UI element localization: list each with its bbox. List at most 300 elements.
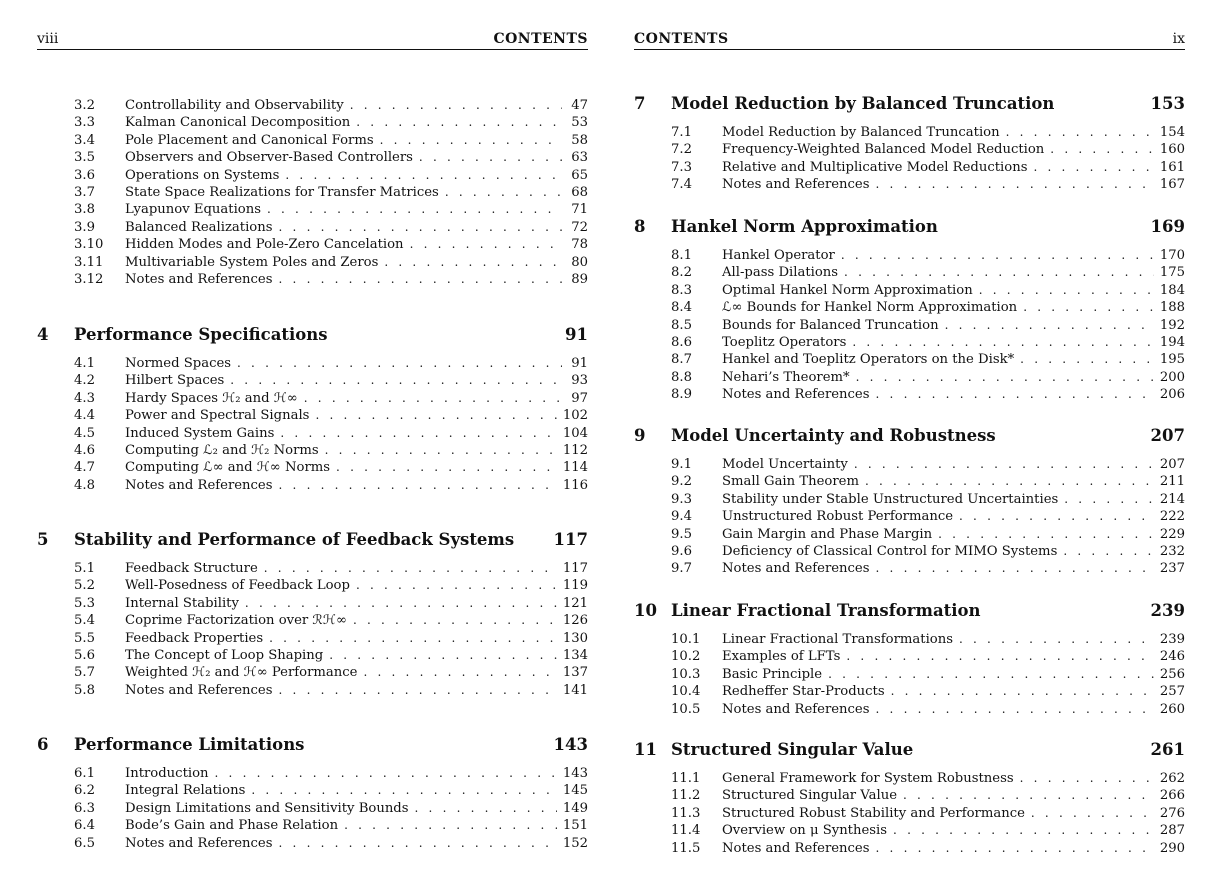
section-number: 7.2 [671,142,692,158]
section-number: 8.4 [671,300,692,316]
section-page: 232 [1159,543,1185,559]
toc-chapter [37,735,588,852]
section-number: 10.5 [671,701,701,717]
section-page: 207 [1159,457,1185,472]
section-page: 117 [562,561,588,576]
toc-section-entry [37,782,588,799]
toc-section-entry [37,765,588,782]
section-title: Operations on Systems [125,167,280,183]
section-page: 222 [1159,509,1185,525]
section-number: 5.5 [74,630,95,646]
section-page: 200 [1159,369,1185,385]
section-number: 5.3 [74,595,95,611]
section-page: 116 [562,477,588,493]
section-title: Hankel Operator [722,248,835,263]
dot-leader [251,782,556,799]
section-number: 3.9 [74,219,95,235]
section-page: 287 [1159,823,1185,839]
toc-chapter [37,530,588,699]
section-page: 63 [571,150,588,166]
section-title: Bode’s Gain and Phase Relation [125,818,339,834]
dot-leader [336,459,557,476]
section-number: 3.6 [74,167,95,183]
toc-section-entry [37,219,588,236]
toc-section-entry [634,543,1185,560]
page-number: ix [1172,31,1185,47]
toc-section-entry [634,508,1185,525]
chapter-title-text: Stability and Performance of Feedback Systems [74,530,515,549]
chapter-sections [634,631,1185,718]
toc-section-entry [634,351,1185,368]
section-number: 8.9 [671,387,692,403]
section-page: 184 [1159,282,1185,298]
left-page-header [37,28,588,50]
dot-leader [419,149,562,166]
section-number: 8.2 [671,265,692,281]
section-page: 257 [1159,684,1185,700]
section-number: 3.12 [74,271,104,287]
toc-section-entry [37,271,588,288]
section-page: 126 [562,613,588,629]
section-page: 71 [571,202,588,218]
section-number: 3.3 [74,115,95,131]
dot-leader [279,219,562,236]
dot-leader [356,577,557,594]
section-number: 6.4 [74,818,95,834]
section-page: 93 [571,373,588,389]
chapter-title-text: Linear Fractional Transformation [671,601,981,620]
toc-section-entry [37,612,588,629]
section-page: 143 [562,766,588,781]
section-number: 6.1 [74,766,95,781]
section-title: Feedback Properties [125,630,264,646]
chapter-number: 8 [634,217,646,236]
dot-leader [279,477,557,494]
dot-leader [445,184,562,201]
section-page: 58 [571,132,588,148]
section-number: 5.2 [74,578,95,594]
section-title: Computing ℒ∞ and ℋ∞ Norms [125,460,331,476]
chapter-heading [634,740,1185,760]
dot-leader [363,664,556,681]
section-page: 137 [562,665,588,681]
section-page: 290 [1159,840,1185,856]
dot-leader [876,386,1154,403]
section-number: 5.4 [74,613,95,629]
chapter-sections [634,124,1185,194]
section-number: 9.1 [671,457,692,472]
section-title: Weighted ℋ₂ and ℋ∞ Performance [125,665,358,681]
running-title: CONTENTS [634,31,729,47]
toc-chapter [634,601,1185,718]
chapter-sections [634,247,1185,404]
section-title: State Space Realizations for Transfer Matrices [125,184,439,200]
dot-leader [846,648,1153,665]
section-number: 11.1 [671,771,701,786]
section-title: General Framework for System Robustness [722,771,1014,786]
section-page: 262 [1159,771,1185,786]
section-title: Integral Relations [125,783,246,799]
dot-leader [844,264,1154,281]
section-page: 237 [1159,561,1185,577]
section-title: Coprime Factorization over ℛℋ∞ [125,613,347,629]
section-title: Feedback Structure [125,561,258,576]
section-title: Notes and References [722,840,870,856]
section-title: Redheffer Star-Products [722,684,885,700]
section-number: 8.5 [671,317,692,333]
section-page: 130 [562,630,588,646]
section-number: 7.3 [671,159,692,175]
chapter-title-text: Performance Specifications [74,325,328,344]
section-number: 11.2 [671,788,701,804]
section-page: 160 [1159,142,1185,158]
dot-leader [852,334,1153,351]
section-number: 11.4 [671,823,701,839]
toc-section-entry [634,386,1185,403]
toc-section-entry [37,442,588,459]
section-title: Notes and References [722,387,870,403]
dot-leader [876,840,1154,857]
chapter-heading [634,94,1185,114]
section-number: 5.7 [74,665,95,681]
section-page: 192 [1159,317,1185,333]
section-number: 3.7 [74,184,95,200]
section-page: 65 [571,167,588,183]
section-number: 8.1 [671,248,692,263]
dot-leader [415,800,557,817]
chapter-page: 91 [565,325,588,344]
dot-leader [350,97,562,114]
toc-section-entry [634,247,1185,264]
section-title: Notes and References [125,682,273,698]
section-page: 72 [571,219,588,235]
section-title: Hankel and Toeplitz Operators on the Disk* [722,352,1015,368]
toc-section-entry [634,770,1185,787]
chapter-sections [37,765,588,852]
section-number: 8.8 [671,369,692,385]
dot-leader [380,132,562,149]
chapter-sections [37,355,588,494]
dot-leader [1020,351,1154,368]
toc-section-entry [634,159,1185,176]
toc-section-entry [37,167,588,184]
toc-section-entry [634,491,1185,508]
section-title: Model Reduction by Balanced Truncation [722,125,1000,140]
section-title: Stability under Stable Unstructured Uncertainties [722,491,1059,507]
section-page: 266 [1159,788,1185,804]
chapter-title-text: Performance Limitations [74,735,305,754]
dot-leader [1050,141,1154,158]
chapter-page: 153 [1150,94,1185,113]
dot-leader [1023,299,1154,316]
section-number: 8.7 [671,352,692,368]
section-number: 10.3 [671,666,701,682]
chapter-number: 9 [634,426,646,445]
section-title: Observers and Observer-Based Controllers [125,150,413,166]
dot-leader [828,666,1154,683]
toc-section-entry [634,124,1185,141]
section-title: Lyapunov Equations [125,202,261,218]
section-title: Notes and References [125,477,273,493]
toc-section-entry [37,425,588,442]
section-title: Pole Placement and Canonical Forms [125,132,374,148]
section-page: 149 [562,800,588,816]
section-number: 3.5 [74,150,95,166]
dot-leader [269,630,557,647]
section-title: Controllability and Observability [125,98,344,113]
section-page: 206 [1159,387,1185,403]
section-title: Notes and References [125,835,273,851]
toc-section-entry [37,407,588,424]
section-number: 4.1 [74,356,95,371]
toc-section-entry [634,473,1185,490]
toc-section-entry [634,805,1185,822]
toc-section-entry [634,334,1185,351]
section-number: 5.8 [74,682,95,698]
dot-leader [237,355,562,372]
chapter-page: 117 [553,530,588,549]
section-number: 11.3 [671,805,701,821]
dot-leader [854,456,1154,473]
section-number: 6.3 [74,800,95,816]
toc-section-entry [37,682,588,699]
toc-section-entry [634,822,1185,839]
dot-leader [329,647,557,664]
section-number: 10.1 [671,632,701,647]
section-page: 276 [1159,805,1185,821]
chapter-title-text: Model Uncertainty and Robustness [671,426,996,445]
section-number: 4.3 [74,390,95,406]
toc-section-entry [634,526,1185,543]
section-page: 102 [562,408,588,424]
section-page: 211 [1159,474,1185,490]
section-number: 10.2 [671,649,701,665]
toc-section-entry [634,176,1185,193]
dot-leader [959,508,1154,525]
section-page: 239 [1159,632,1185,647]
chapter-sections [37,97,588,288]
dot-leader [979,282,1154,299]
toc-section-entry [37,372,588,389]
section-page: 68 [571,184,588,200]
section-title: The Concept of Loop Shaping [125,647,324,663]
section-title: Kalman Canonical Decomposition [125,115,351,131]
dot-leader [279,835,557,852]
toc-section-entry [37,149,588,166]
section-page: 78 [571,237,588,253]
dot-leader [353,612,557,629]
section-title: Notes and References [125,271,273,287]
toc-section-entry [634,317,1185,334]
section-title: Structured Singular Value [722,788,897,804]
dot-leader [215,765,557,782]
dot-leader [1031,805,1154,822]
section-title: Multivariable System Poles and Zeros [125,254,379,270]
section-number: 6.5 [74,835,95,851]
section-title: Internal Stability [125,595,239,611]
section-title: Deficiency of Classical Control for MIMO Systems [722,543,1058,559]
section-page: 170 [1159,248,1185,263]
right-page [634,28,1185,856]
section-page: 229 [1159,526,1185,542]
section-page: 256 [1159,666,1185,682]
dot-leader [945,317,1154,334]
chapter-number: 10 [634,601,657,620]
toc-section-entry [37,560,588,577]
section-title: Relative and Multiplicative Model Reductions [722,159,1028,175]
toc-section-entry [37,236,588,253]
toc-section-entry [634,683,1185,700]
chapter-title-text: Hankel Norm Approximation [671,217,938,236]
section-title: Gain Margin and Phase Margin [722,526,933,542]
section-number: 4.7 [74,460,95,476]
toc-section-entry [634,787,1185,804]
toc-section-entry [634,631,1185,648]
toc-chapter [634,740,1185,857]
dot-leader [891,683,1154,700]
toc-section-entry [37,664,588,681]
running-title: CONTENTS [493,31,588,47]
section-title: Normed Spaces [125,356,232,371]
dot-leader [325,442,557,459]
section-page: 47 [571,98,588,113]
toc-section-entry [634,666,1185,683]
toc-section-entry [37,355,588,372]
chapter-heading [37,735,588,755]
dot-leader [1006,124,1154,141]
section-page: 195 [1159,352,1185,368]
section-title: Notes and References [722,701,870,717]
section-title: Design Limitations and Sensitivity Bounds [125,800,409,816]
toc-section-entry [37,595,588,612]
chapter-number: 4 [37,325,49,344]
toc-chapter [37,325,588,494]
section-number: 11.5 [671,840,701,856]
toc-section-entry [634,648,1185,665]
section-title: Nehari’s Theorem* [722,369,850,385]
dot-leader [876,701,1154,718]
toc-section-entry [634,282,1185,299]
section-number: 3.8 [74,202,95,218]
toc-section-entry [37,132,588,149]
section-number: 10.4 [671,684,701,700]
chapter-heading [37,325,588,345]
chapter-heading [634,601,1185,621]
chapter-heading [634,217,1185,237]
toc-section-entry [634,141,1185,158]
section-page: 80 [571,254,588,270]
section-number: 9.5 [671,526,692,542]
toc-section-entry [37,817,588,834]
dot-leader [245,595,557,612]
section-number: 9.2 [671,474,692,490]
section-number: 5.1 [74,561,95,576]
chapter-heading [37,530,588,550]
dot-leader [280,425,556,442]
section-title: Well-Posedness of Feedback Loop [125,578,350,594]
section-number: 6.2 [74,783,95,799]
section-title: Induced System Gains [125,425,275,441]
section-number: 8.6 [671,334,692,350]
section-title: Hilbert Spaces [125,373,225,389]
section-title: Notes and References [722,177,870,193]
toc-section-entry [37,477,588,494]
chapter-page: 143 [553,735,588,754]
dot-leader [279,271,562,288]
section-number: 9.7 [671,561,692,577]
dot-leader [841,247,1154,264]
section-title: Toeplitz Operators [722,334,847,350]
section-number: 4.4 [74,408,95,424]
section-title: Structured Robust Stability and Performance [722,805,1025,821]
toc-section-entry [634,456,1185,473]
dot-leader [1063,543,1153,560]
toc-section-entry [37,390,588,407]
toc-section-entry [634,264,1185,281]
toc-section-entry [634,560,1185,577]
chapter-sections [634,456,1185,578]
section-page: 91 [571,356,588,371]
section-number: 4.2 [74,373,95,389]
chapter-number: 6 [37,735,49,754]
right-page-header [634,28,1185,50]
section-page: 167 [1159,177,1185,193]
dot-leader [315,407,556,424]
dot-leader [893,822,1154,839]
section-page: 154 [1159,125,1185,140]
toc-chapter [634,426,1185,578]
section-title: Introduction [125,766,209,781]
section-title: Optimal Hankel Norm Approximation [722,282,973,298]
dot-leader [410,236,562,253]
section-title: Small Gain Theorem [722,474,859,490]
section-title: Model Uncertainty [722,457,848,472]
chapter-sections [634,770,1185,857]
toc-section-entry [37,800,588,817]
section-page: 141 [562,682,588,698]
section-title: All-pass Dilations [722,265,839,281]
section-title: Examples of LFTs [722,649,841,665]
chapter-page: 261 [1150,740,1185,759]
toc-chapter [634,94,1185,194]
section-page: 151 [562,818,588,834]
continued-sections [37,97,588,288]
section-number: 4.8 [74,477,95,493]
chapter-page: 207 [1150,426,1185,445]
section-title: Basic Principle [722,666,823,682]
dot-leader [959,631,1154,648]
chapter-title-text: Structured Singular Value [671,740,914,759]
section-page: 114 [562,460,588,476]
chapter-page: 169 [1150,217,1185,236]
toc-section-entry [37,184,588,201]
section-title: Overview on μ Synthesis [722,823,888,839]
section-page: 161 [1159,159,1185,175]
toc-section-entry [37,201,588,218]
dot-leader [279,682,557,699]
section-page: 175 [1159,265,1185,281]
section-page: 97 [571,390,588,406]
section-title: ℒ∞ Bounds for Hankel Norm Approximation [722,300,1018,316]
section-page: 112 [562,442,588,458]
section-number: 5.6 [74,647,95,663]
toc-section-entry [634,369,1185,386]
section-number: 3.11 [74,254,104,270]
section-page: 134 [562,647,588,663]
left-page [37,28,588,851]
section-page: 104 [562,425,588,441]
toc-section-entry [634,299,1185,316]
